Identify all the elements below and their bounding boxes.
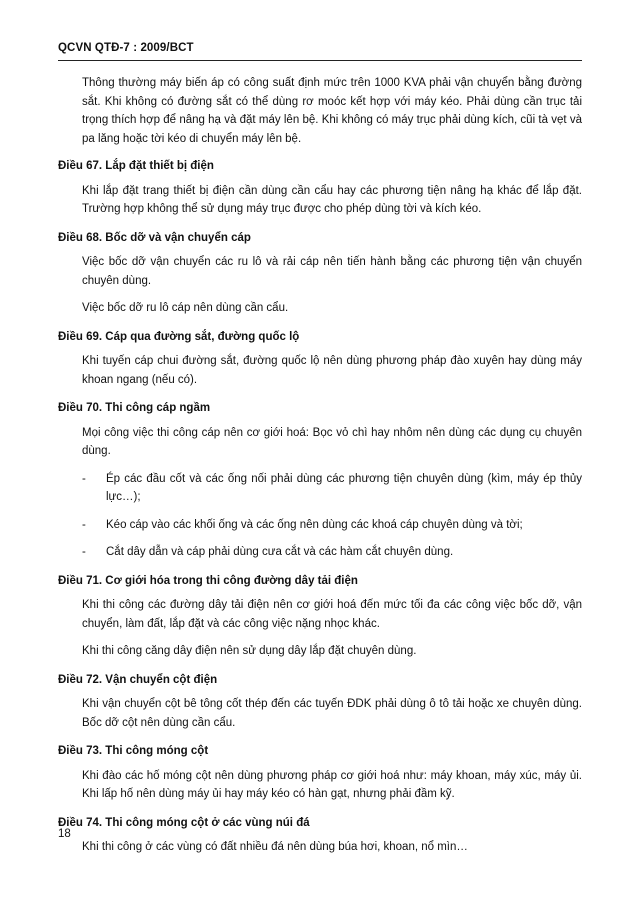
article-heading: Điều 73. Thi công móng cột bbox=[58, 745, 209, 757]
article-heading: Điều 72. Vận chuyển cột điện bbox=[58, 673, 218, 686]
article-paragraph: Khi thi công căng dây điện nên sử dụng dây lắp đặt chuyên dùng. bbox=[82, 645, 417, 657]
article-paragraph: Mọi công việc thi công cáp nên cơ giới hoá: Bọc vỏ chì hay nhôm nên dùng các dụng cụ chuyên dùng. bbox=[82, 426, 582, 457]
article-paragraph: Việc bốc dỡ ru lô cáp nên dùng cần cẩu. bbox=[82, 302, 289, 314]
article-72 bbox=[58, 671, 582, 733]
bullet-text: Cắt dây dẫn và cáp phải dùng cưa cắt và các hàm cắt chuyên dùng. bbox=[106, 546, 454, 558]
bullet-dash: - bbox=[82, 472, 86, 485]
bullet-text: Ép các đầu cốt và các ống nối phải dùng các phương tiện chuyên dùng (kìm, máy ép thủy lực…); bbox=[106, 472, 582, 503]
article-70 bbox=[58, 399, 582, 562]
article-heading: Điều 69. Cáp qua đường sắt, đường quốc lộ bbox=[58, 330, 300, 343]
intro-paragraph: Thông thường máy biến áp có công suất định mức trên 1000 KVA phải vận chuyển bằng đường sắt. Khi không có đường sắt có thể dùng rơ moóc kết hợp với máy kéo. Phải dùng cần trục tải trọng thích hợp để nâng hạ và đặt máy lên bệ. Khi không có máy trục phải dùng kích, cũi tà vẹt và pa lăng hoặc tời kéo di chuyển máy lên bệ. bbox=[82, 77, 582, 145]
bullet-dash: - bbox=[82, 546, 86, 558]
article-74 bbox=[58, 814, 582, 857]
article-69 bbox=[58, 328, 582, 390]
article-paragraph: Khi thi công ở các vùng có đất nhiều đá nên dùng búa hơi, khoan, nổ mìn… bbox=[82, 841, 468, 853]
document-body bbox=[58, 74, 582, 867]
article-paragraph: Khi thi công các đường dây tải điện nên cơ giới hoá đến mức tối đa các công việc bốc dỡ, vận chuyển, làm đất, lắp đặt và các công việc nặng nhọc khác. bbox=[82, 599, 582, 630]
header-divider bbox=[58, 60, 582, 61]
article-68 bbox=[58, 229, 582, 318]
article-paragraph: Khi tuyến cáp chui đường sắt, đường quốc lộ nên dùng phương pháp đào xuyên hay dùng máy khoan ngang (nếu có). bbox=[82, 355, 582, 386]
article-heading: Điều 67. Lắp đặt thiết bị điện bbox=[58, 160, 214, 172]
article-heading: Điều 74. Thi công móng cột ở các vùng núi đá bbox=[58, 816, 310, 829]
article-paragraph: Khi lắp đặt trang thiết bị điện cần dùng cần cẩu hay các phương tiện nâng hạ khác để lắp đặt. Trường hợp không thể sử dụng máy trục được cho phép dùng tời và kích kéo. bbox=[82, 184, 582, 215]
article-heading: Điều 71. Cơ giới hóa trong thi công đường dây tải điện bbox=[58, 574, 358, 587]
page-number: 18 bbox=[58, 828, 71, 840]
article-67 bbox=[58, 157, 582, 219]
article-paragraph: Việc bốc dỡ vận chuyển các ru lô và rải cáp nên tiến hành bằng các phương tiện vận chuyển chuyên dùng. bbox=[82, 256, 582, 287]
bullet-item bbox=[82, 543, 582, 562]
article-71 bbox=[58, 572, 582, 661]
article-paragraph: Khi đào các hố móng cột nên dùng phương pháp cơ giới hoá như: máy khoan, máy xúc, máy ủi. Khi lấp hố nên dùng máy ủi hay máy kéo có hàn gạt, nhưng phải đầm kỹ. bbox=[82, 769, 582, 800]
document-header-title: QCVN QTĐ-7 : 2009/BCT bbox=[58, 42, 194, 54]
article-heading: Điều 68. Bốc dỡ và vận chuyển cáp bbox=[58, 231, 251, 244]
article-heading: Điều 70. Thi công cáp ngầm bbox=[58, 402, 211, 414]
bullet-item bbox=[82, 470, 582, 507]
bullet-text: Kéo cáp vào các khối ống và các ống nên dùng các khoá cáp chuyên dùng và tời; bbox=[106, 518, 523, 531]
article-paragraph: Khi vận chuyển cột bê tông cốt thép đến các tuyến ĐDK phải dùng ô tô tải hoặc xe chuyên dùng. Bốc dỡ cột nên dùng cần cẩu. bbox=[82, 698, 582, 729]
bullet-item bbox=[82, 516, 582, 535]
bullet-dash: - bbox=[82, 518, 86, 531]
article-73 bbox=[58, 742, 582, 804]
